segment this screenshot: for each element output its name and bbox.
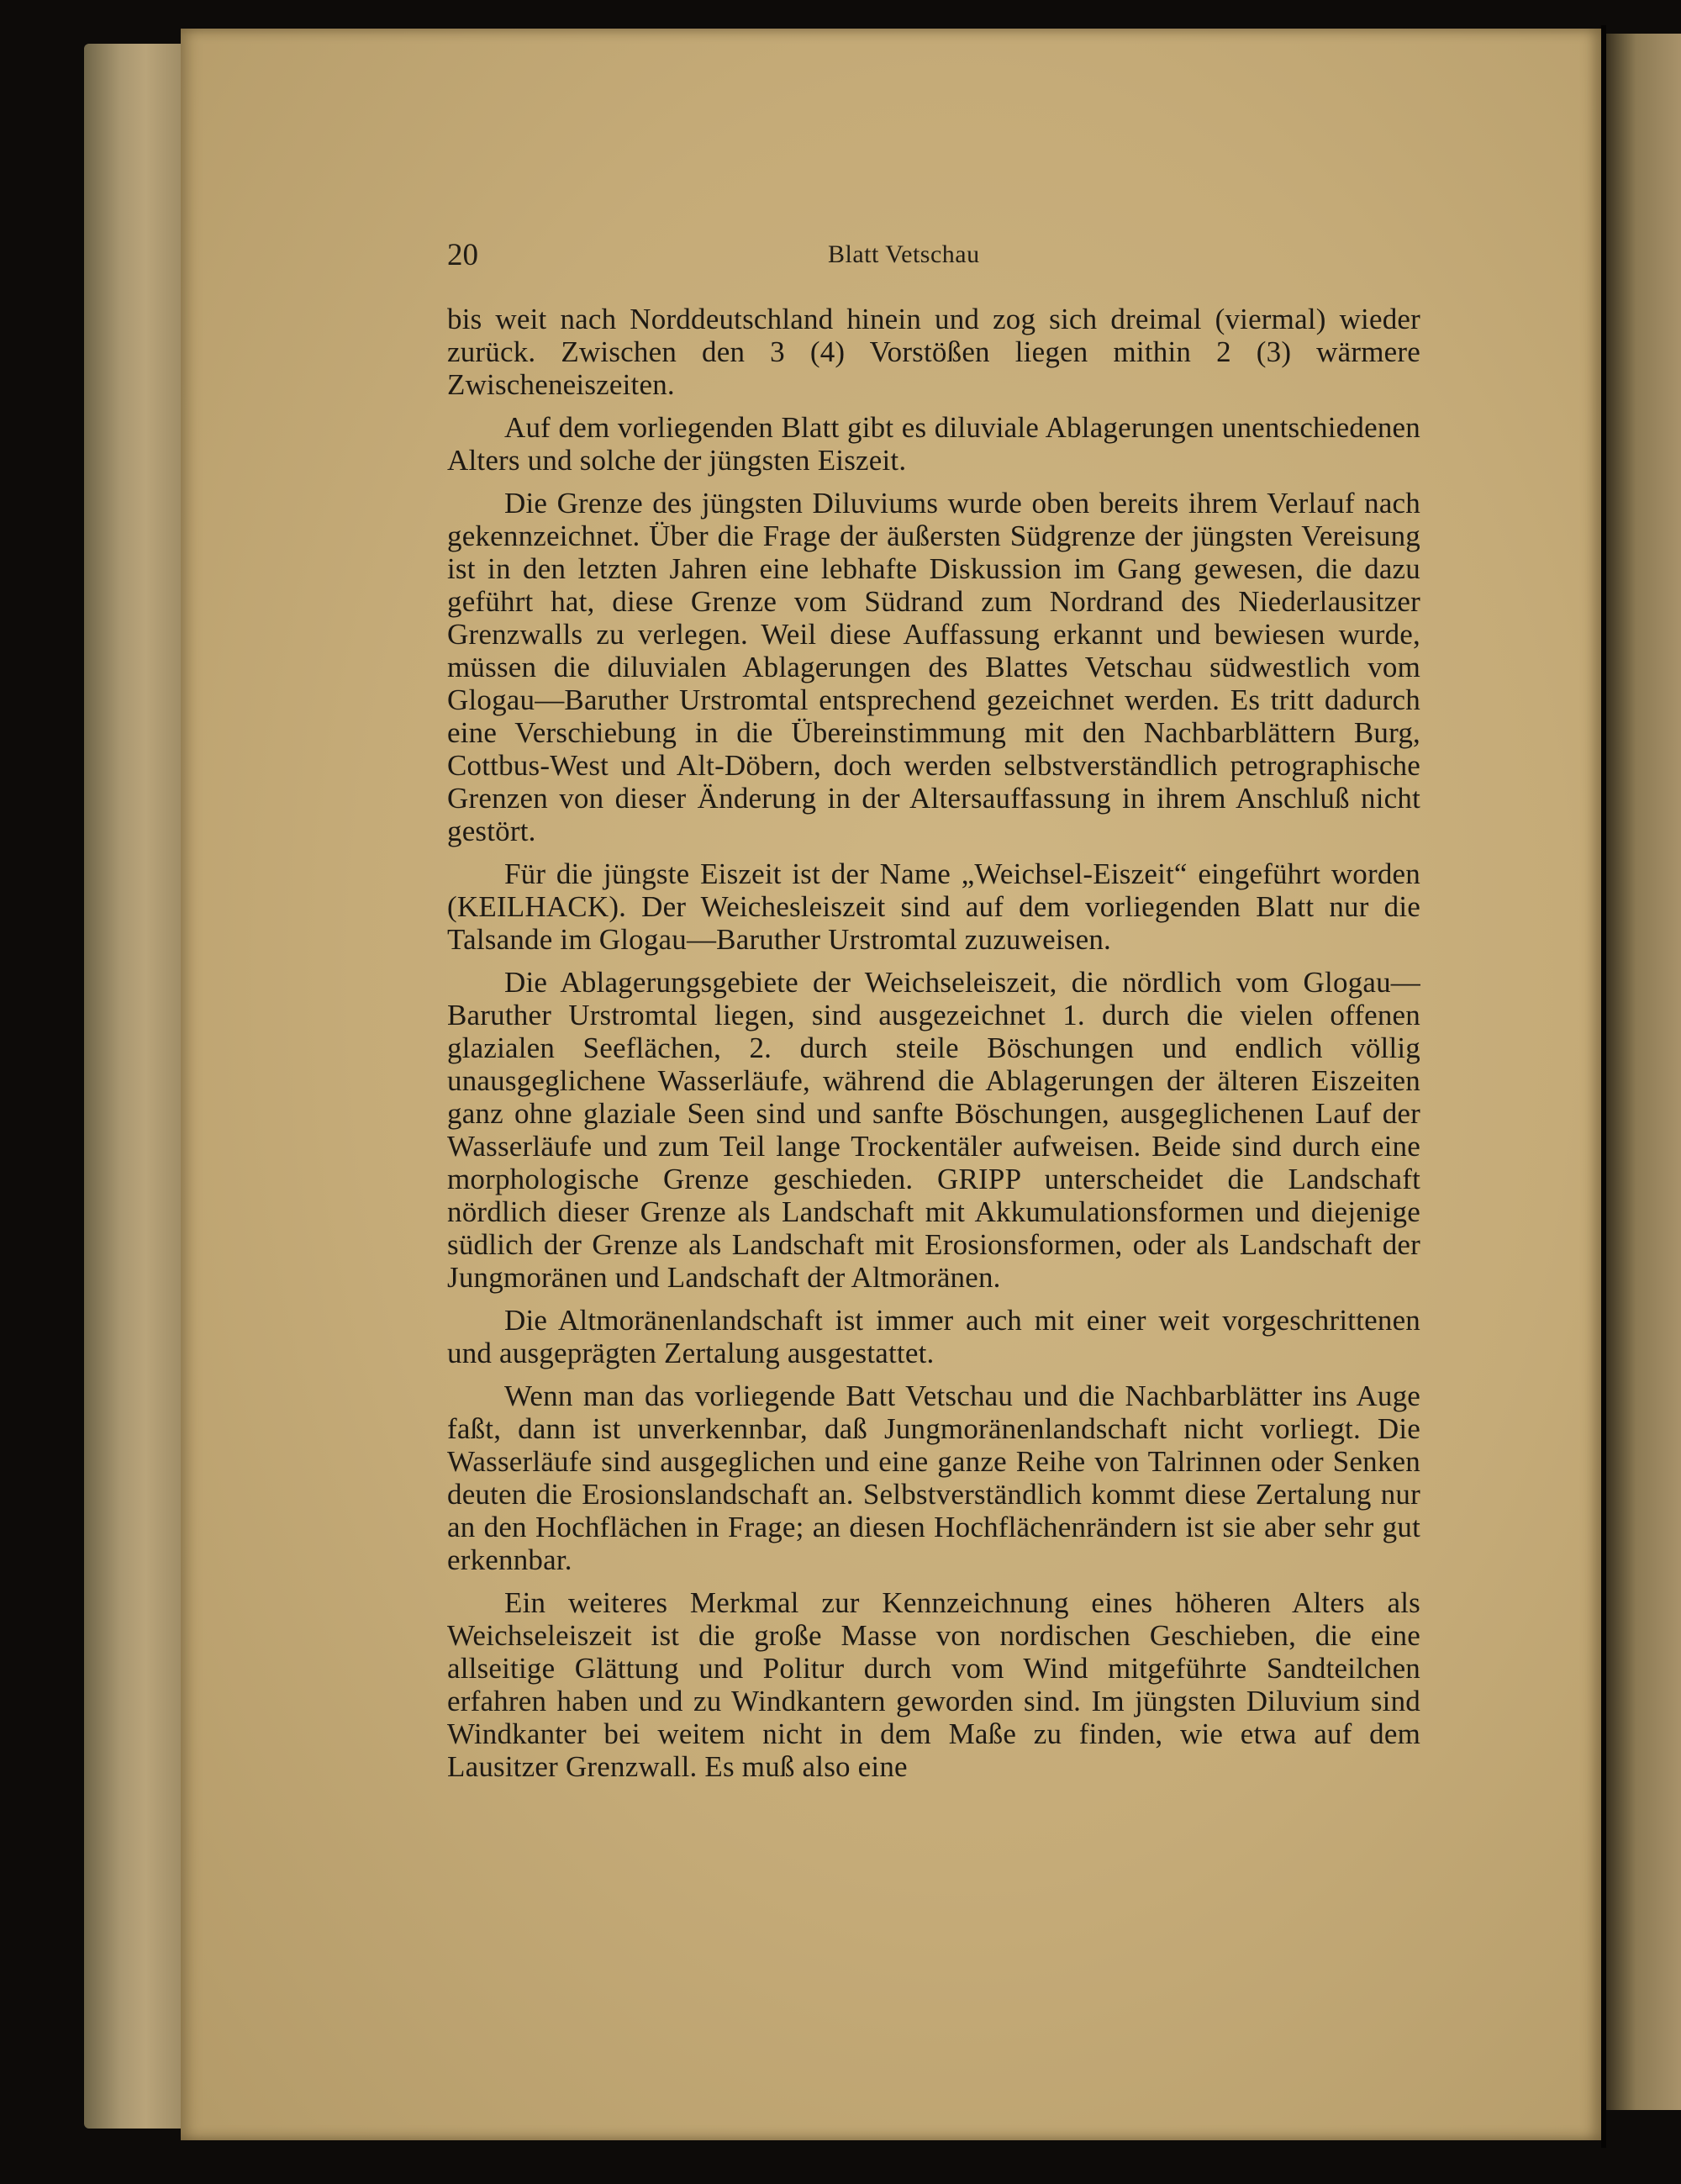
- page-number: 20: [447, 238, 478, 272]
- paragraph: Die Grenze des jüngsten Diluviums wurde oben bereits ihrem Verlauf nach gekennzeichnet. Über die Frage der äußersten Südgrenze der jüngsten Vereisung ist in den letzten Jahren eine lebhafte Diskussion im Gang gewesen, die dazu geführt hat, diese Grenze vom Südrand zum Nordrand des Niederlausitzer Grenzwalls zu verlegen. Weil diese Auffassung erkannt und bewiesen wurde, müssen die diluvialen Ablagerungen des Blattes Vetschau südwestlich vom Glogau—Baruther Urstromtal entsprechend gezeichnet werden. Es tritt dadurch eine Verschiebung in die Übereinstimmung mit den Nachbarblättern Burg, Cottbus-West und Alt-Döbern, doch werden selbstverständlich petrographische Grenzen von dieser Änderung in der Altersauffassung in ihrem Anschluß nicht gestört.: [447, 487, 1420, 847]
- paragraph: bis weit nach Norddeutschland hinein und zog sich dreimal (viermal) wieder zurück. Zwischen den 3 (4) Vorstößen liegen mithin 2 (3) wärmere Zwischeneiszeiten.: [447, 303, 1420, 401]
- paragraph: Die Ablagerungsgebiete der Weichseleiszeit, die nördlich vom Glogau—Baruther Urstromtal liegen, sind ausgezeichnet 1. durch die vielen offenen glazialen Seeflächen, 2. durch steile Böschungen und endlich völlig unausgeglichene Wasserläufe, während die Ablagerungen der älteren Eiszeiten ganz ohne glaziale Seen sind und sanfte Böschungen, ausgeglichenen Lauf der Wasserläufe und zum Teil lange Trockentäler aufweisen. Beide sind durch eine morphologische Grenze geschieden. GRIPP unterscheidet die Landschaft nördlich dieser Grenze als Landschaft mit Akkumulationsformen und diejenige südlich der Grenze als Landschaft mit Erosionsformen, oder als Landschaft der Jungmoränen und Landschaft der Altmoränen.: [447, 966, 1420, 1294]
- running-head: [447, 237, 1422, 276]
- body-text: [447, 303, 1420, 1793]
- running-title: Blatt Vetschau: [828, 240, 980, 268]
- paragraph: Die Altmoränenlandschaft ist immer auch mit einer weit vorgeschrittenen und ausgeprägten Zertalung ausgestattet.: [447, 1304, 1420, 1369]
- paragraph: Wenn man das vorliegende Batt Vetschau und die Nachbarblätter ins Auge faßt, dann ist unverkennbar, daß Jungmoränenlandschaft nicht vorliegt. Die Wasserläufe sind ausgeglichen und eine ganze Reihe von Talrinnen oder Senken deuten die Erosionslandschaft an. Selbstverständlich kommt diese Zertalung nur an den Hochflächen in Frage; an diesen Hochflächenrändern ist sie aber sehr gut erkennbar.: [447, 1380, 1420, 1576]
- facing-page-edge: [1606, 34, 1681, 2110]
- paragraph: Auf dem vorliegenden Blatt gibt es diluviale Ablagerungen unentschiedenen Alters und solche der jüngsten Eiszeit.: [447, 411, 1420, 477]
- paragraph: Für die jüngste Eiszeit ist der Name „Weichsel-Eiszeit“ eingeführt worden (KEILHACK). Der Weichesleiszeit sind auf dem vorliegenden Blatt nur die Talsande im Glogau—Baruther Urstromtal zuzuweisen.: [447, 857, 1420, 956]
- paragraph: Ein weiteres Merkmal zur Kennzeichnung eines höheren Alters als Weichseleiszeit ist die große Masse von nordischen Geschieben, die eine allseitige Glättung und Politur durch vom Wind mitgeführte Sandteilchen erfahren haben und zu Windkantern geworden sind. Im jüngsten Diluvium sind Windkanter bei weitem nicht in dem Maße zu finden, wie etwa auf dem Lausitzer Grenzwall. Es muß also eine: [447, 1586, 1420, 1783]
- book-spine-edge: [84, 44, 187, 2129]
